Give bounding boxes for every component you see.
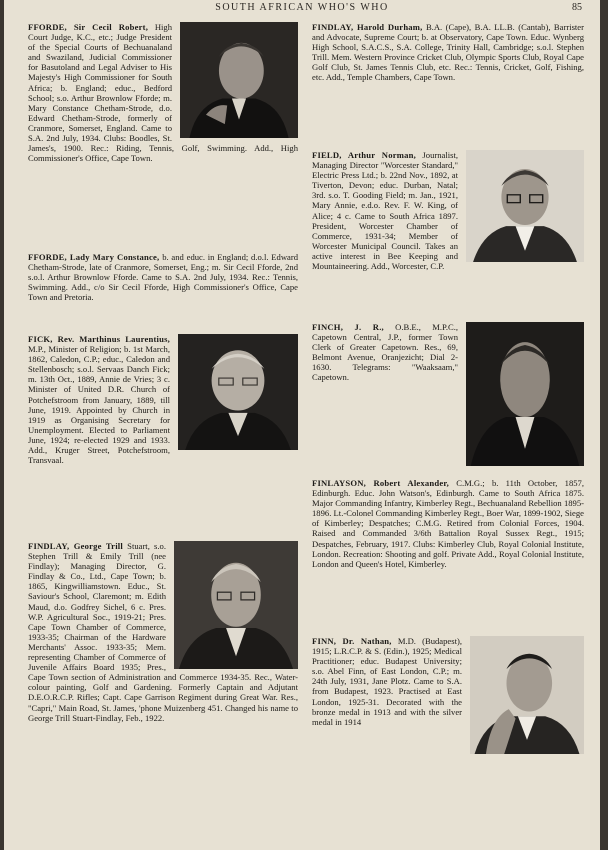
entry-text: High Court Judge, K.C., etc.; Judge President of the Special Courts of Bechuanaland and Swaziland, Judicial Commissioner for Basutoland and Legal Adviser to His Majesty's High Commissioner for South Africa; b. England; educ., Bedford School; s.o. Arthur Brownlow Fforde; m. Mary Constance Chetham-Strode, d.o. Edward Chetham-Strode, formerly of Cranmore, Somerset, England. Came to S.A. 2nd July, 1934. Clubs: Boodles, St. James's, 1900. Rec.: Riding, Tennis, Golf, Swimming. Add., High Commissioner's Office, Cape Town. bbox=[28, 22, 298, 164]
portrait-photo bbox=[180, 22, 298, 138]
portrait-photo bbox=[470, 636, 584, 754]
entry-text: B.A. (Cape), B.A. LL.B. (Cantab), Barrister and Advocate, Supreme Court; b. at Observatory, Cape Town. Educ. Wynberg High School, S.A.C.S., S.A. College, Trinity Hall, Cambridge; s.o.l. Stephen Trill. Mem. Western Province Cricket Club, Olympic Sports Club, Royal Cape Golf Club, St. James Tennis Club, etc. Rec.: Tennis, Cricket, Golf, Fishing, etc. Add., Temple Chambers, Cape Town. bbox=[312, 22, 584, 83]
entry-name: FINLAYSON, Robert Alexander, bbox=[312, 478, 449, 488]
entry-findlay-harold bbox=[312, 22, 584, 140]
entry-text: M.P., Minister of Religion; b. 1st March, 1862, Caledon, C.P.; educ., Caledon and Stellenbosch; s.o.l. Servaas Danch Fick; m. 13th Oct., 1889, Annie de Vries; 3 c. Minister of United D.R. Church of Potchefstroom from January, 1889, till June, 1919. Appointed by Church in 1919 as Organising Secretary for Unemployment. Elected to Parliament June, 1924; re-elected 1929 and 1933. Add., Kruger Street, Potchefstroom, Transvaal. bbox=[28, 344, 170, 466]
entry-fforde-mary bbox=[28, 252, 298, 326]
entry-name: FFORDE, Sir Cecil Robert, bbox=[28, 22, 149, 32]
entry-text: Stuart, s.o. Stephen Trill & Emily Trill (nee Findlay); Managing Director, G. Findlay & Co., Ltd., Cape Town; b. 1865, Kingwilliamstown. Educ., St. Saviour's School, Claremont; m. Edith Maud, d.o. Godfrey Sichel, 6 c. Pres. W.P. Agricultural Soc., 1919-21; Pres. Cape Town Chamber of Commerce, 1933-35; Chairman of the Hardware Merchants' Assoc. 1933-35; Mem. representing Chamber of Commerce of Juvenile Affairs Board 1935; Pres., Cape Town section of Administration and Commerce 1934-35. Rec., Water-colour painting, Golf and Gardening. Formerly Captain and Adjutant D.E.O.R.C.P. Rifles; Capt. Cape Garrison Regiment during Great War. Res., "Capri," Main Road, St. James, 'phone Muizenberg 451. Changed his name to George Trill Stuart-Findlay, Feb., 1922. bbox=[28, 541, 298, 723]
entry-text: M.D. (Budapest), 1915; L.R.C.P. & S. (Edin.), 1925; Medical Practitioner; educ. Budapest University; s.o. Abel Finn, of East London, C.P.; m. 24th July, 1931, Jane Plotz. Came to S.A. from Budapest, 1923. Practised at East London, 1925-31. Decorated with the bronze medal in 1913 and with the silver medal in 1914 bbox=[312, 636, 462, 727]
entry-text: C.M.G.; b. 11th October, 1857, Edinburgh. Educ. John Watson's, Edinburgh. Came to South Africa 1875. Major Commanding Infantry, Kimberley Regt., Bechuanaland Rebellion 1895-1896. Lt.-Colonel Commanding Kimberley Regt., Boer War, 1899-1902, Siege of Kimberley; Despatches; C.M.G. Retired from Colonial Forces, 1904. Raised and Commanded 3/6th Battalion Royal Sussex Regt., 1915; Despatches, February, 1917. Clubs: Kimberley Club, Royal Colonial Institute, London. Recreation: Shooting and golf. Private Add., Royal Colonial Institute, London and Queen's Hotel, Kimberley. bbox=[312, 478, 584, 569]
entry-fforde-cecil bbox=[28, 22, 298, 240]
entry-finch bbox=[312, 322, 584, 474]
portrait-photo bbox=[174, 541, 298, 669]
entry-name: FINCH, J. R., bbox=[312, 322, 384, 332]
entry-name: FFORDE, Lady Mary Constance, bbox=[28, 252, 160, 262]
entry-finn bbox=[312, 636, 584, 836]
page-number: 85 bbox=[572, 2, 582, 13]
entry-name: FINDLAY, Harold Durham, bbox=[312, 22, 423, 32]
running-head: SOUTH AFRICAN WHO'S WHO bbox=[215, 2, 389, 13]
entry-fick bbox=[28, 334, 298, 532]
entry-name: FICK, Rev. Marthinus Laurentius, bbox=[28, 334, 170, 344]
entry-text: O.B.E., M.P.C., Capetown Central, J.P., former Town Clerk of Greater Capetown. Res., 69, Belmont Avenue, Oranjezicht; Dial 2-1630. Telegrams: "Waaksaam," Capetown. bbox=[312, 322, 459, 383]
portrait-photo bbox=[466, 322, 584, 466]
entry-field bbox=[312, 150, 584, 318]
portrait-photo bbox=[466, 150, 584, 262]
entry-text: Journalist, Managing Director "Worcester Standard," Electric Press Ltd.; b. 22nd Nov., 1892, at Tiverton, Devon; educ. Durban, Natal; 3rd. s.o. T. Gooding Field; m. Jan., 1921, Mary Annie, e.d.o. Rev. F. W. King, of Alice; 4 c. Came to South Africa 1897. President, Worcester Chamber of Commerce, 1931-34; Member of Worcester Municipal Council. Takes an active interest in Bee Keeping and Mountaineering. Add., Worcester, C.P. bbox=[312, 150, 458, 272]
entry-findlay-george bbox=[28, 541, 298, 839]
directory-page bbox=[4, 0, 600, 850]
entry-name: FIELD, Arthur Norman, bbox=[312, 150, 416, 160]
entry-name: FINN, Dr. Nathan, bbox=[312, 636, 392, 646]
entry-text: b. and educ. in England; d.o.l. Edward Chetham-Strode, late of Cranmore, Somerset, Eng.; m. Sir Cecil Fforde, 2nd s.o.l. Arthur Brownlow Fforde. Came to S.A. 2nd July, 1934. Rec.: Tennis, Swimming. Add., c/o Sir Cecil Fforde, High Commissioner's Office, Cape Town and Pretoria. bbox=[28, 252, 298, 303]
portrait-photo bbox=[178, 334, 298, 450]
entry-finlayson bbox=[312, 478, 584, 620]
entry-name: FINDLAY, George Trill bbox=[28, 541, 123, 551]
